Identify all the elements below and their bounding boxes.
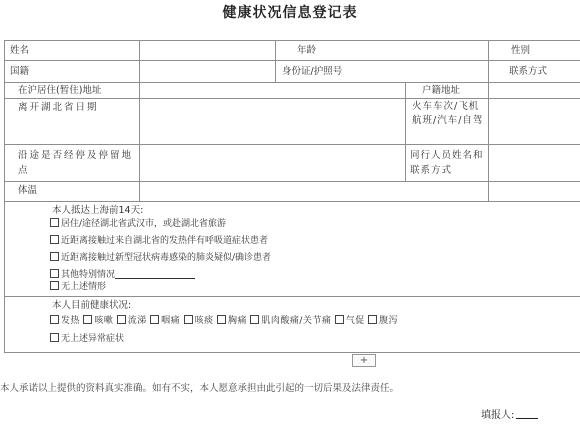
symptom-phlegm[interactable]: 咳痰 xyxy=(184,316,214,326)
add-row-button[interactable]: + xyxy=(352,354,376,367)
symptom-muscle-pain[interactable]: 肌肉酸痛/关节痛 xyxy=(250,316,331,326)
symptom-cough[interactable]: 咳嗽 xyxy=(83,316,113,326)
symptom-short-breath[interactable]: 气促 xyxy=(335,316,365,326)
form-title: 健康状况信息登记表 xyxy=(222,5,358,21)
via-label: 沿途是否经停及停留地点 xyxy=(18,150,134,176)
symptom-row xyxy=(50,313,398,330)
symptom-chest-pain[interactable]: 胸痛 xyxy=(217,316,247,326)
checkbox-icon[interactable] xyxy=(50,333,59,342)
section1-heading: 本人抵达上海前14天: xyxy=(52,205,144,216)
filler-signature: 填报人: xyxy=(481,406,538,421)
age-label: 年龄 xyxy=(297,45,317,56)
symptom-sore-throat[interactable]: 咽痛 xyxy=(150,316,180,326)
name-label: 姓名 xyxy=(10,45,30,56)
checkbox-icon[interactable] xyxy=(50,218,59,227)
section2-heading: 本人目前健康状况: xyxy=(52,300,132,311)
checkbox-icon[interactable] xyxy=(50,281,59,290)
filler-input-line[interactable] xyxy=(516,408,538,419)
other-input-line[interactable] xyxy=(115,268,195,279)
contact-label: 联系方式 xyxy=(509,66,548,77)
household-label: 户籍地址 xyxy=(422,85,461,96)
checkbox-icon[interactable] xyxy=(50,252,59,261)
transport-label: 火车车次/飞机航班/汽车/自驾 xyxy=(412,101,484,126)
option-wuhan[interactable]: 居住/途径湖北省武汉市，或赴湖北省旅游 xyxy=(50,216,226,233)
pledge-statement: 本人承诺以上提供的资料真实准确。如有不实，本人愿意承担由此引起的一切后果及法律责任。 xyxy=(0,383,400,394)
temperature-label: 体温 xyxy=(18,185,38,196)
option-other[interactable]: 其他特别情况 xyxy=(50,267,195,284)
gender-label: 性别 xyxy=(511,45,531,56)
residence-label: 在沪居住(暂住)地址 xyxy=(18,85,102,96)
symptom-fever[interactable]: 发热 xyxy=(50,316,80,326)
id-label: 身份证/护照号 xyxy=(282,66,343,77)
option-contact-fever[interactable]: 近距离接触过来自湖北省的发热伴有呼吸道症状患者 xyxy=(50,233,268,250)
symptom-runny-nose[interactable]: 流涕 xyxy=(117,316,147,326)
companions-label: 同行人员姓名和联系方式 xyxy=(410,150,484,176)
option-none[interactable]: 无上述情形 xyxy=(50,279,106,296)
option-contact-pneumonia[interactable]: 近距离接触过新型冠状病毒感染的肺炎疑似/确诊患者 xyxy=(50,250,271,267)
nationality-label: 国籍 xyxy=(10,66,30,77)
checkbox-icon[interactable] xyxy=(50,235,59,244)
option-no-symptoms[interactable]: 无上述异常症状 xyxy=(50,331,124,348)
checkbox-icon[interactable] xyxy=(50,269,59,278)
leave-date-label: 离开湖北省日期 xyxy=(18,102,99,113)
symptom-diarrhea[interactable]: 腹泻 xyxy=(368,316,398,326)
